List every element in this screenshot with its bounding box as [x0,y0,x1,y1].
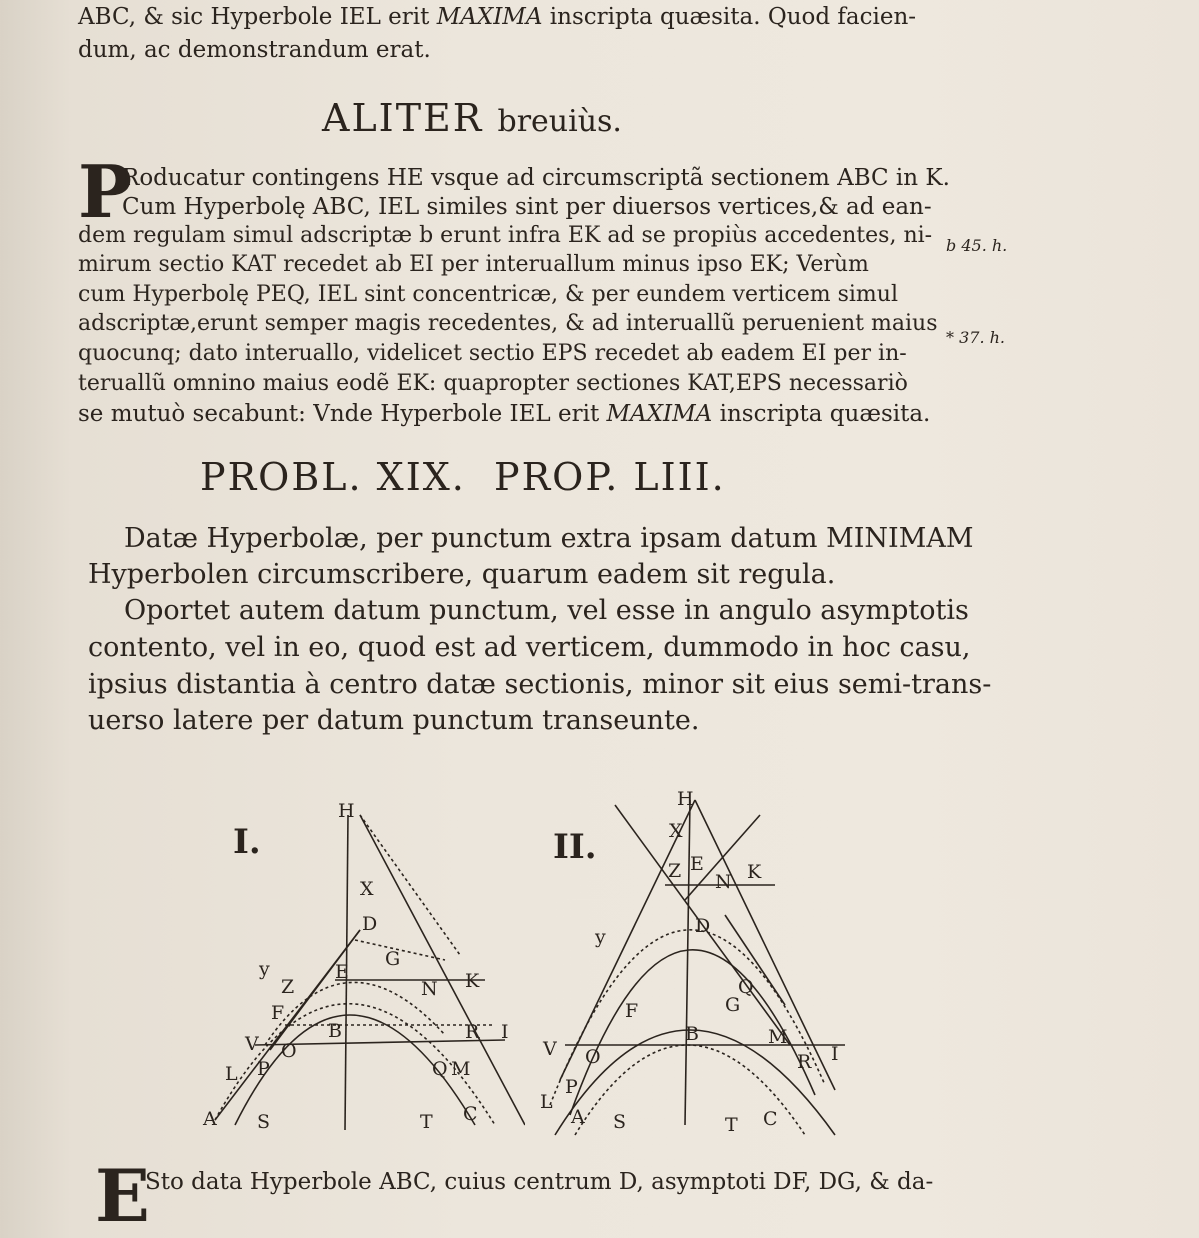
fig1-label-N: N [421,978,438,1000]
bottom-line-1: Sto data Hyperbole ABC, cuius centrum D, asymptoti DF, DG, & da- [145,1169,934,1195]
aliter-heading [322,96,622,140]
fig2-label-H: H [677,788,694,810]
fig2-label-G: G [725,994,741,1016]
fig2-label-K: K [747,861,762,883]
aliter-line-5 [78,281,898,309]
top-line-1 [78,3,916,31]
problem-line-6: uerso latere per datum punctum transeunte. [88,705,700,736]
fig1-label-X: X [360,878,374,900]
fig1-label-C: C [463,1103,478,1125]
dropcap-p: P [78,149,133,234]
aliter-line-8 [78,370,908,398]
fig1-label-H: H [338,800,355,822]
figure-two-numeral: II. [553,827,597,867]
aliter-line-1 [122,164,950,192]
fig2-label-L: L [540,1091,553,1113]
aliter-rest: breuiùs. [497,104,622,139]
fig1-label-M: M [451,1058,471,1080]
text-run: mirum sectio KAT recedet ab EI per interuallum minus ipso EK; Verùm [78,252,869,277]
fig2-label-T: T [725,1114,738,1136]
text-run: dem regulam simul adscriptæ b erunt infra EK ad se propiùs accedentes, ni- [78,223,933,248]
fig2-label-B: B [685,1023,699,1045]
fig1-label-D: D [362,913,378,935]
fig1-label-y: y [259,958,270,980]
fig2-label-A: A [571,1106,585,1128]
fig1-label-F: F [271,1002,285,1024]
fig2-label-O: O [585,1046,601,1068]
text-run: Cum Hyperbolę ABC, IEL similes sint per diuersos vertices,& ad ean- [122,194,932,220]
fig2-label-y: y [595,926,606,948]
fig2-label-X: X [669,820,683,842]
fig2-label-N: N [715,871,732,893]
fig2-label-Z: Z [668,860,682,882]
fig1-label-O: O [281,1040,297,1062]
figure-one [195,795,525,1155]
fig2-label-P: P [565,1076,578,1098]
emphasis-run: MAXIMA [606,401,713,427]
text-run: cum Hyperbolę PEQ, IEL sint concentricæ, & per eundem verticem simul [78,282,898,307]
text-run: ABC, & sic Hyperbole IEL erit [78,4,437,30]
figure-one-numeral: I. [233,822,261,862]
fig2-label-V: V [543,1038,557,1060]
fig2-label-I: I [831,1043,839,1065]
fig1-label-L: L [225,1063,238,1085]
fig2-label-S: S [613,1111,627,1133]
fig2-label-E: E [690,853,704,875]
text-run: inscripta quæsita. Quod facien- [542,4,917,30]
text-run: se mutuò secabunt: Vnde Hyperbole IEL erit [78,401,607,427]
fig2-label-R: R [797,1051,812,1073]
text-run: teruallũ omnino maius eodẽ EK: quapropter sectiones KAT,EPS necessariò [78,371,908,396]
aliter-line-4 [78,251,869,279]
fig2-label-C: C [763,1108,778,1130]
aliter-line-7 [78,340,907,368]
aliter-line-9 [78,400,930,428]
fig1-label-T: T [420,1111,433,1133]
fig2-label-Q: Q [738,976,754,998]
text-run: quocunq; dato interuallo, videlicet sectio EPS recedet ab eadem EI per in- [78,341,907,366]
emphasis-run: MAXIMA [436,4,543,30]
problem-line-5: ipsius distantia à centro datæ sectionis, minor sit eius semi-trans- [88,669,992,700]
aliter-line-6 [78,310,938,338]
fig1-label-S: S [257,1111,271,1133]
aliter-caps: ALITER [322,96,484,140]
fig1-label-E: E [335,961,349,983]
aliter-line-3 [78,222,932,250]
problem-heading: PROBL. XIX. PROP. LIII. [200,455,726,499]
fig1-label-Q: Q [432,1058,448,1080]
fig1-label-B: B [328,1020,342,1042]
top-line-2 [78,36,431,64]
figure-two [535,785,875,1145]
problem-line-2: Hyperbolen circumscribere, quarum eadem sit regula. [88,559,836,590]
text-run: inscripta quæsita. [712,401,931,427]
fig1-label-P: P [257,1058,270,1080]
fig2-label-D: D [695,915,711,937]
fig1-label-G: G [385,948,401,970]
fig1-label-R: R [465,1021,480,1043]
margin-note-2: * 37. h. [946,328,1006,347]
fig1-label-K: K [465,970,480,992]
problem-line-4: contento, vel in eo, quod est ad verticem, dummodo in hoc casu, [88,632,971,663]
problem-line-1: Datæ Hyperbolæ, per punctum extra ipsam datum MINIMAM [124,523,974,554]
aliter-line-2 [122,193,932,221]
text-run: dum, ac demonstrandum erat. [78,37,431,63]
fig1-label-I: I [501,1021,509,1043]
margin-note-1: b 45. h. [946,236,1008,255]
fig1-label-V: V [245,1033,259,1055]
text-run: Roducatur contingens HE vsque ad circumscriptã sectionem ABC in K. [122,165,950,191]
dropcap-e: E [95,1153,150,1238]
fig2-label-F: F [625,1000,639,1022]
problem-line-3: Oportet autem datum punctum, vel esse in angulo asymptotis [124,595,969,626]
fig2-label-M: M [768,1026,788,1048]
fig1-label-A: A [203,1108,217,1130]
text-run: adscriptæ,erunt semper magis recedentes, & ad interuallũ peruenient maius [78,311,938,336]
fig1-label-Z: Z [281,976,295,998]
